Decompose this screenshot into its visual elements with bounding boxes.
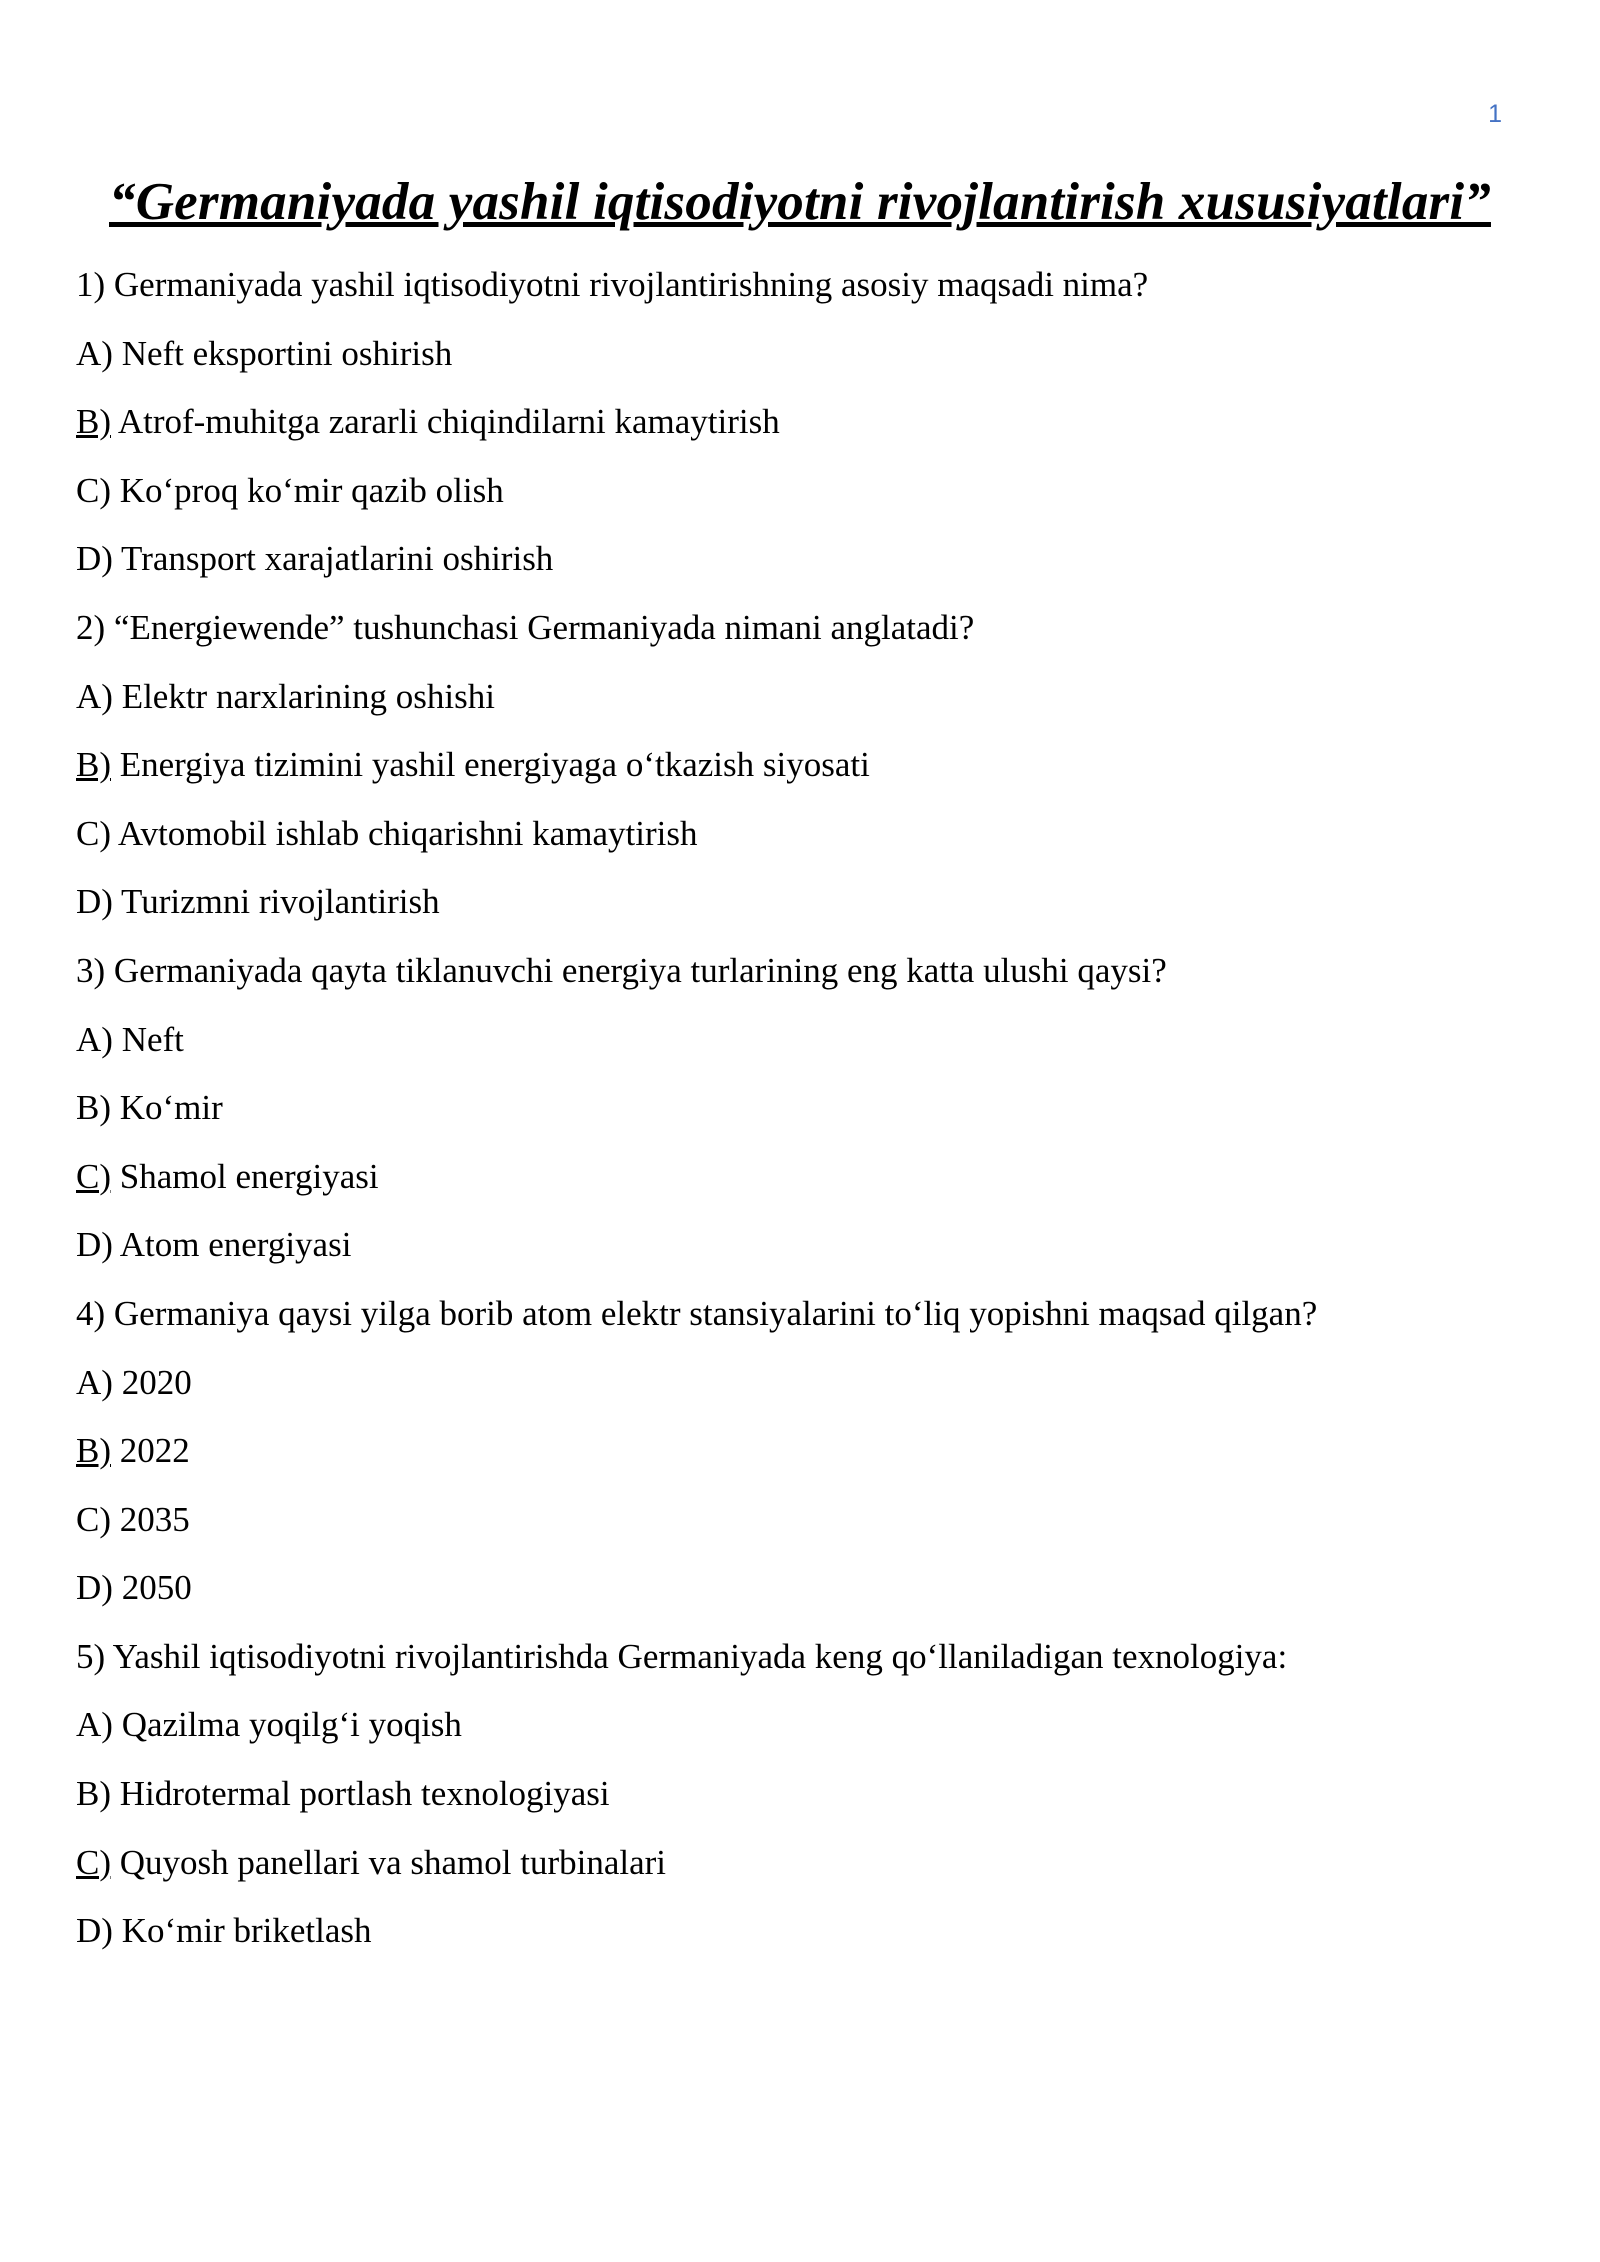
- answer-option: [76, 1358, 1536, 1427]
- option-letter: D): [76, 1568, 113, 1608]
- answer-option: [76, 809, 1536, 878]
- quiz-content: [76, 260, 1536, 1975]
- option-text: Turizmni rivojlantirish: [112, 882, 440, 922]
- option-text: Hidrotermal portlash texnologiyasi: [111, 1774, 610, 1814]
- question-text: 5) Yashil iqtisodiyotni rivojlantirishda Germaniyada keng qo‘llaniladigan texnologiya:: [76, 1636, 1288, 1676]
- option-text: 2050: [112, 1568, 192, 1608]
- correct-option-letter: B): [76, 745, 111, 785]
- option-text: Energiya tizimini yashil energiyaga o‘tkazish siyosati: [111, 745, 870, 785]
- option-text: Ko‘mir briketlash: [112, 1911, 372, 1951]
- answer-option: [76, 877, 1536, 946]
- option-letter: A): [76, 333, 113, 373]
- option-letter: A): [76, 1705, 113, 1745]
- option-letter: A): [76, 1362, 113, 1402]
- option-text: Shamol energiyasi: [111, 1156, 379, 1196]
- question-text: 4) Germaniya qaysi yilga borib atom elektr stansiyalarini to‘liq yopishni maqsad qilgan?: [76, 1293, 1318, 1333]
- answer-option: [76, 534, 1536, 603]
- answer-option: [76, 1426, 1536, 1495]
- page-number: 1: [1488, 100, 1502, 128]
- answer-option: [76, 466, 1536, 535]
- answer-option: [76, 1152, 1536, 1221]
- option-text: Ko‘proq ko‘mir qazib olish: [111, 470, 504, 510]
- option-text: Qazilma yoqilg‘i yoqish: [112, 1705, 462, 1745]
- answer-option: [76, 672, 1536, 741]
- correct-option-letter: B): [76, 1431, 111, 1471]
- correct-option-letter: C): [76, 1156, 111, 1196]
- option-text: Ko‘mir: [111, 1088, 223, 1128]
- answer-option: [76, 1495, 1536, 1564]
- answer-option: [76, 740, 1536, 809]
- answer-option: [76, 1838, 1536, 1907]
- answer-option: [76, 1220, 1536, 1289]
- answer-option: [76, 329, 1536, 398]
- option-letter: D): [76, 882, 113, 922]
- option-text: Elektr narxlarining oshishi: [112, 676, 495, 716]
- option-text: Atom energiyasi: [112, 1225, 352, 1265]
- answer-option: [76, 1700, 1536, 1769]
- option-text: Transport xarajatlarini oshirish: [112, 539, 554, 579]
- option-text: Atrof-muhitga zararli chiqindilarni kamaytirish: [111, 402, 780, 442]
- option-text: Neft: [112, 1019, 184, 1059]
- correct-option-letter: B): [76, 402, 111, 442]
- option-letter: B): [76, 1088, 111, 1128]
- option-text: 2035: [111, 1499, 190, 1539]
- question-text: 3) Germaniyada qayta tiklanuvchi energiya turlarining eng katta ulushi qaysi?: [76, 950, 1167, 990]
- option-letter: A): [76, 676, 113, 716]
- option-letter: C): [76, 813, 111, 853]
- option-letter: D): [76, 1225, 113, 1265]
- question-text: 2) “Energiewende” tushunchasi Germaniyada nimani anglatadi?: [76, 607, 975, 647]
- question-text: 1) Germaniyada yashil iqtisodiyotni rivojlantirishning asosiy maqsadi nima?: [76, 265, 1149, 304]
- document-title: “Germaniyada yashil iqtisodiyotni rivojlantirish xususiyatlari”: [109, 173, 1491, 231]
- option-text: Quyosh panellari va shamol turbinalari: [111, 1842, 666, 1882]
- answer-option: [76, 1083, 1536, 1152]
- answer-option: [76, 1906, 1536, 1975]
- answer-option: [76, 1563, 1536, 1632]
- answer-option: [76, 1769, 1536, 1838]
- option-text: Neft eksportini oshirish: [112, 333, 453, 373]
- option-letter: D): [76, 539, 113, 579]
- option-text: Avtomobil ishlab chiqarishni kamaytirish: [111, 813, 698, 853]
- correct-option-letter: C): [76, 1842, 111, 1882]
- option-letter: C): [76, 1499, 111, 1539]
- option-text: 2020: [112, 1362, 192, 1402]
- option-letter: C): [76, 470, 111, 510]
- option-text: 2022: [111, 1431, 190, 1471]
- answer-option: [76, 1015, 1536, 1084]
- option-letter: A): [76, 1019, 113, 1059]
- option-letter: D): [76, 1911, 113, 1951]
- option-letter: B): [76, 1774, 111, 1814]
- answer-option: [76, 397, 1536, 466]
